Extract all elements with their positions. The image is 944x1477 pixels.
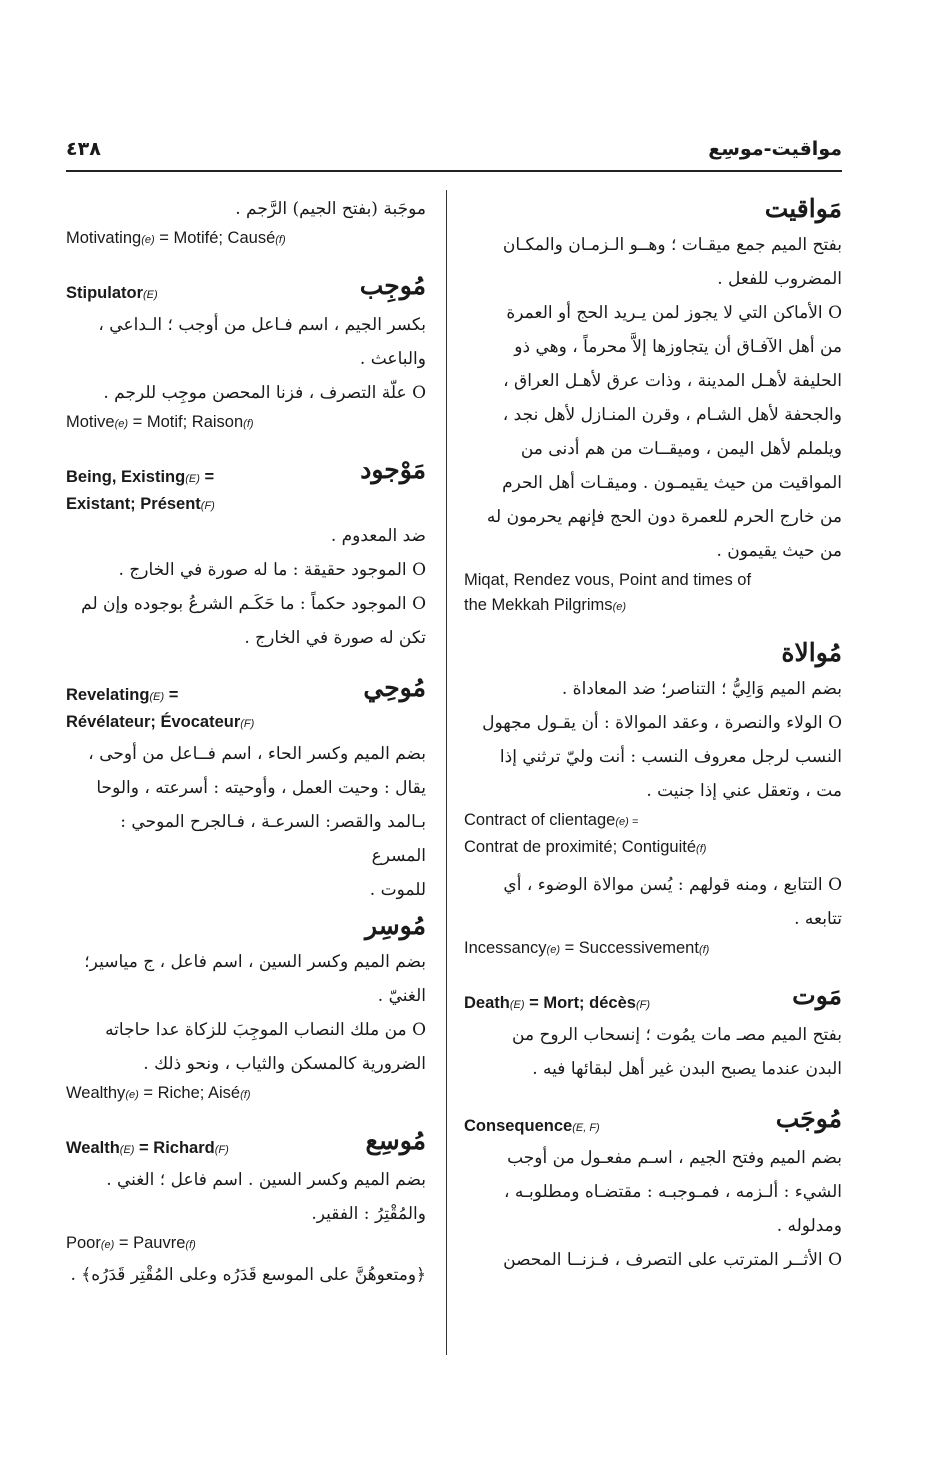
definition-line: والمُقْتِرُ : الفقير. xyxy=(311,1204,426,1224)
entry-musir xyxy=(66,907,426,1108)
entry-term: مَوْجود xyxy=(360,455,426,484)
entry-mujab xyxy=(464,1100,842,1277)
language-marker: (e) xyxy=(125,1089,139,1101)
english-line: Incessancy xyxy=(464,939,547,957)
english-line: Wealthy xyxy=(66,1084,126,1102)
definition-line: بضم الميم وَالِيُّ ؛ التناصر؛ ضد المعاداة . xyxy=(561,679,842,699)
entry-musi xyxy=(66,1122,426,1292)
left-column xyxy=(66,192,426,1292)
english-line: the Mekkah Pilgrims xyxy=(464,596,613,614)
language-marker: (f) xyxy=(698,944,710,956)
entry-term: مُوحِي xyxy=(363,673,426,702)
definition-line: تكن له صورة في الخارج . xyxy=(244,628,426,648)
english-equivalent xyxy=(66,410,426,437)
definition-line: بضم الميم وفتح الجيم ، اسـم مفعـول من أوجب xyxy=(507,1148,842,1168)
english-equivalent xyxy=(66,1122,229,1163)
definition-line: O الولاء والنصرة ، وعقد الموالاة : أن يقـول مجهول xyxy=(482,713,842,733)
entry-term: مُوسِع xyxy=(365,1126,426,1155)
english-line: Death xyxy=(464,994,510,1012)
running-title: مواقيت-موسِع xyxy=(708,138,842,160)
definition-line: الضرورية كالمسكن والثياب ، ونحو ذلك . xyxy=(143,1054,426,1074)
english-line: = Pauvre xyxy=(114,1234,186,1252)
definition-line: بفتح الميم مصـ مات يمُوت ؛ إنسحاب الروح من xyxy=(512,1025,842,1045)
entry-term: مُوجِب xyxy=(359,271,426,300)
english-equivalent xyxy=(464,936,842,963)
english-line: Stipulator xyxy=(66,284,143,302)
english-line: = Riche; Aisé xyxy=(138,1084,241,1102)
english-line: Existant; Présent xyxy=(66,495,201,513)
entry-term: مُوجَب xyxy=(775,1104,842,1133)
definition-line: O الأثــر المترتب على التصرف ، فـزنــا المحصن xyxy=(503,1250,842,1270)
language-marker: (e) xyxy=(546,944,560,956)
english-line: Miqat, Rendez vous, Point and times of xyxy=(464,571,752,589)
entry-mawt xyxy=(464,977,842,1086)
definition-line: بضم الميم وكسر السين ، اسم فاعل ، ج مياسير؛ xyxy=(84,952,426,972)
definition-line: ضد المعدوم . xyxy=(330,526,426,546)
language-marker: (f) xyxy=(185,1239,196,1251)
entry-mawaqit xyxy=(464,190,842,620)
english-line: Wealth xyxy=(66,1139,120,1157)
definition-line: المضروب للفعل . xyxy=(717,269,842,289)
english-line: = Successivement xyxy=(560,939,699,957)
definition-line: O التتابع ، ومنه قولهم : يُسن موالاة الوضوء ، أي xyxy=(503,875,842,895)
english-equivalent xyxy=(66,226,426,253)
language-marker: (F) xyxy=(635,999,650,1011)
language-marker: (e) xyxy=(141,234,155,246)
page-header xyxy=(66,138,842,168)
language-marker: (F) xyxy=(240,718,255,730)
header-rule xyxy=(66,170,842,172)
english-equivalent xyxy=(464,808,842,835)
english-line: = Richard xyxy=(134,1139,215,1157)
entry-term: مَوت xyxy=(792,981,842,1010)
language-marker: (f) xyxy=(696,843,707,855)
definition-line: ومدلوله . xyxy=(776,1216,842,1236)
language-marker: (E) xyxy=(149,691,165,703)
definition-line: مت ، وتعقل عني إذا جنيت . xyxy=(646,781,842,801)
definition-line: بفتح الميم جمع ميقـات ؛ وهــو الـزمـان والمكـان xyxy=(502,235,842,255)
column-divider xyxy=(446,190,447,1355)
definition-line: O الموجود حقيقة : ما له صورة في الخارج . xyxy=(118,560,426,580)
english-line: Consequence xyxy=(464,1117,573,1135)
language-marker: (E, F) xyxy=(572,1122,600,1134)
language-marker: (E) xyxy=(509,999,525,1011)
entry-mawjud xyxy=(66,451,426,655)
definition-line: الشيء : ألـزمه ، فمـوجبـه : مقتضـاه ومطلوبـه ، xyxy=(504,1182,842,1202)
page-number: ٤٣٨ xyxy=(66,138,101,160)
language-marker: (E) xyxy=(119,1144,135,1156)
quran-quote: ﴿ومتعوهُنَّ على الموسع قَدَرُه وعلى المُقْتِر قَدَرُه﴾ . xyxy=(70,1265,426,1285)
language-marker: (e) = xyxy=(615,816,639,828)
definition-line: ويلملم لأهل اليمن ، وميقــات من هم أدنى من xyxy=(520,439,842,459)
language-marker: (e) xyxy=(114,418,129,430)
right-column xyxy=(464,190,842,1277)
english-equivalent xyxy=(66,1081,426,1108)
language-marker: (F) xyxy=(214,1144,229,1156)
entry-term: مُوسِر xyxy=(364,911,426,940)
english-equivalent xyxy=(464,977,650,1018)
definition-line: البدن عندما يصبح البدن غير أهل لبقائها فيه . xyxy=(532,1059,842,1079)
definition-line: بـالمد والقصر: السرعـة ، فـالجرح الموحي : المسرع xyxy=(120,812,426,866)
definition-line: الغنيّ . xyxy=(377,986,426,1006)
entry-term: مُوالاة xyxy=(781,638,842,667)
english-line: = xyxy=(199,468,215,486)
definition-line: بكسر الجيم ، اسم فـاعل من أوجب ؛ الـداعي ، xyxy=(98,315,426,335)
definition-line: بضم الميم وكسر السين . اسم فاعل ؛ الغني . xyxy=(106,1170,426,1190)
entry-muhi xyxy=(66,669,426,907)
english-line: = xyxy=(164,686,179,704)
definition-line: موجَبة (بفتح الجيم) الرَّجم . xyxy=(235,199,426,219)
definition-line: والجحفة لأهل الشـام ، وقرن المنـازل لأهل نجد ، xyxy=(502,405,842,425)
language-marker: (e) xyxy=(612,601,627,613)
english-equivalent xyxy=(66,669,254,737)
english-line: Poor xyxy=(66,1234,101,1252)
english-equivalent xyxy=(464,835,842,862)
english-equivalent xyxy=(66,267,158,308)
entry-term: مَواقيت xyxy=(764,194,842,223)
definition-line: O من ملك النصاب الموجِبَ للزكاة عدا حاجاته xyxy=(105,1020,426,1040)
english-equivalent xyxy=(66,1231,426,1258)
language-marker: (f) xyxy=(275,234,286,246)
english-equivalent xyxy=(464,568,842,593)
english-line: = Mort; décès xyxy=(524,994,636,1012)
definition-line: تتابعه . xyxy=(794,909,842,929)
language-marker: (f) xyxy=(240,1089,251,1101)
definition-line: النسب لرجل معروف النسب : أنت وليّ ترثني إذا xyxy=(499,747,842,767)
definition-line: للموت . xyxy=(369,880,426,900)
definition-line: الحليفة لأهـل المدينة ، وذات عرق لأهـل العراق ، xyxy=(503,371,842,391)
english-line: Revelating xyxy=(66,686,150,704)
language-marker: (f) xyxy=(243,418,254,430)
definition-line: O علّة التصرف ، فزنا المحصن موجِب للرجم . xyxy=(103,383,426,403)
definition-line: من حيث يقيمون . xyxy=(716,541,842,561)
definition-line: يقال : وحيت العمل ، وأوحيته : أسرعته ، والوحا xyxy=(96,778,426,798)
english-equivalent xyxy=(66,451,215,519)
english-line: Motive xyxy=(66,413,115,431)
language-marker: (e) xyxy=(100,1239,115,1251)
english-line: = Motifé; Causé xyxy=(154,229,276,247)
entry-continuation xyxy=(66,192,426,253)
english-equivalent xyxy=(464,1100,600,1141)
definition-line: O الأماكن التي لا يجوز لمن يـريد الحج أو العمرة xyxy=(506,303,842,323)
definition-line: من خارج الحرم للعمرة دون الحج فإنهم يحرمون له xyxy=(486,507,842,527)
language-marker: (E) xyxy=(143,289,158,301)
english-line: Motivating xyxy=(66,229,142,247)
definition-line: والباعث . xyxy=(359,349,426,369)
language-marker: (E) xyxy=(185,473,200,485)
entry-mujib xyxy=(66,267,426,437)
definition-line: من أهل الآفـاق أن يتجاوزها إلاَّ محرماً ، وهي ذو xyxy=(514,337,842,357)
definition-line: المواقيت من حيث يقيمـون . وميقـات أهل الحرم xyxy=(502,473,842,493)
english-line: Révélateur; Évocateur xyxy=(66,713,241,731)
english-line: = Motif; Raison xyxy=(128,413,244,431)
entry-muwalat xyxy=(464,634,842,963)
definition-line: بضم الميم وكسر الحاء ، اسم فــاعل من أوحى ، xyxy=(88,744,426,764)
english-equivalent xyxy=(464,593,842,620)
english-line: Contrat de proximité; Contiguité xyxy=(464,838,697,856)
language-marker: (F) xyxy=(200,500,215,512)
definition-line: O الموجود حكماً : ما حَكَـم الشرعُ بوجوده وإن لم xyxy=(81,594,426,614)
english-line: Contract of clientage xyxy=(464,811,616,829)
english-line: Being, Existing xyxy=(66,468,186,486)
